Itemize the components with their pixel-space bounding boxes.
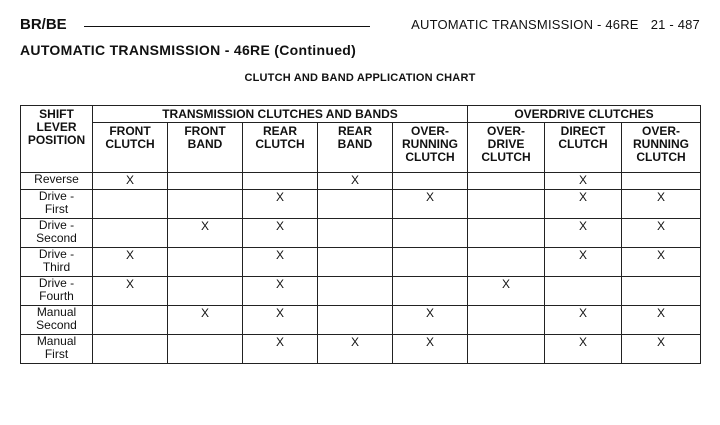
- column-header: [393, 123, 468, 173]
- shift-position-cell: [21, 173, 93, 190]
- application-mark-cell: X: [622, 219, 701, 248]
- application-mark-cell: [393, 248, 468, 277]
- table-row: [21, 306, 701, 335]
- application-mark-cell: X: [243, 219, 318, 248]
- application-mark-cell: [93, 219, 168, 248]
- application-mark-cell: [468, 190, 545, 219]
- application-mark-cell: X: [622, 190, 701, 219]
- application-mark-cell: X: [243, 248, 318, 277]
- shift-header-line: SHIFT: [39, 107, 74, 121]
- column-header-line: RUNNING: [633, 137, 689, 151]
- application-mark-cell: X: [545, 173, 622, 190]
- application-mark-cell: [168, 248, 243, 277]
- column-header-line: REAR: [262, 124, 297, 138]
- shift-lever-position-header: [21, 106, 93, 173]
- application-mark-cell: [393, 219, 468, 248]
- shift-position-line: Second: [36, 318, 77, 332]
- column-header-line: CLUTCH: [105, 137, 155, 151]
- column-header: [93, 123, 168, 173]
- shift-position-line: Manual: [36, 305, 77, 319]
- column-header-line: OVER-: [410, 124, 449, 138]
- application-mark-cell: X: [545, 335, 622, 364]
- shift-position-line: First: [44, 347, 69, 361]
- column-header-line: RUNNING: [402, 137, 458, 151]
- column-headers-row: [21, 123, 701, 173]
- application-mark-cell: X: [622, 335, 701, 364]
- application-mark-cell: [93, 306, 168, 335]
- table-row: [21, 219, 701, 248]
- application-mark-cell: [468, 335, 545, 364]
- application-mark-cell: [318, 219, 393, 248]
- column-header-line: DRIVE: [487, 137, 525, 151]
- shift-position-line: Drive -: [38, 189, 75, 203]
- shift-position-cell: [21, 277, 93, 306]
- shift-position-cell: [21, 248, 93, 277]
- application-mark-cell: [318, 277, 393, 306]
- shift-header-line: POSITION: [27, 133, 86, 147]
- table-row: [21, 173, 701, 190]
- shift-position-line: Drive -: [38, 276, 75, 290]
- application-mark-cell: [168, 335, 243, 364]
- shift-position-line: Fourth: [39, 289, 74, 303]
- application-mark-cell: [168, 277, 243, 306]
- chart-body: [21, 173, 701, 364]
- shift-position-cell: [21, 306, 93, 335]
- column-header-line: DIRECT: [560, 124, 606, 138]
- application-mark-cell: [468, 173, 545, 190]
- table-row: [21, 248, 701, 277]
- shift-position-cell: [21, 190, 93, 219]
- header-page-number: 21 - 487: [650, 17, 700, 32]
- column-header: [468, 123, 545, 173]
- application-mark-cell: X: [93, 248, 168, 277]
- application-mark-cell: X: [393, 335, 468, 364]
- application-mark-cell: X: [318, 173, 393, 190]
- column-header-line: CLUTCH: [558, 137, 608, 151]
- column-header-line: BAND: [187, 137, 223, 151]
- application-mark-cell: X: [545, 219, 622, 248]
- application-mark-cell: [318, 306, 393, 335]
- shift-position-line: Reverse: [34, 172, 79, 186]
- application-mark-cell: X: [243, 335, 318, 364]
- column-header-line: REAR: [337, 124, 372, 138]
- application-mark-cell: X: [168, 219, 243, 248]
- application-mark-cell: X: [93, 173, 168, 190]
- application-mark-cell: [168, 190, 243, 219]
- column-header-line: OVER-: [486, 124, 525, 138]
- application-mark-cell: [318, 248, 393, 277]
- application-mark-cell: [622, 173, 701, 190]
- shift-position-line: Drive -: [38, 247, 75, 261]
- shift-header-line: LEVER: [36, 120, 77, 134]
- application-mark-cell: [243, 173, 318, 190]
- clutch-band-chart: [20, 105, 701, 364]
- application-mark-cell: X: [545, 306, 622, 335]
- column-header-line: BAND: [337, 137, 373, 151]
- column-header-line: FRONT: [109, 124, 151, 138]
- column-header-line: FRONT: [184, 124, 226, 138]
- column-header: [545, 123, 622, 173]
- application-mark-cell: X: [243, 190, 318, 219]
- application-mark-cell: X: [243, 306, 318, 335]
- shift-position-cell: [21, 219, 93, 248]
- application-mark-cell: [545, 277, 622, 306]
- header-right: [411, 17, 700, 32]
- table-row: [21, 190, 701, 219]
- header-rule: [84, 26, 370, 27]
- application-mark-cell: X: [243, 277, 318, 306]
- column-header-line: CLUTCH: [481, 150, 531, 164]
- column-header-line: CLUTCH: [255, 137, 305, 151]
- shift-position-line: Drive -: [38, 218, 75, 232]
- application-mark-cell: X: [318, 335, 393, 364]
- application-mark-cell: [622, 277, 701, 306]
- header-model-code: BR/BE: [20, 16, 67, 33]
- column-header: [168, 123, 243, 173]
- table-row: [21, 277, 701, 306]
- application-mark-cell: X: [93, 277, 168, 306]
- chart-title: CLUTCH AND BAND APPLICATION CHART: [244, 72, 476, 84]
- header-section-title: AUTOMATIC TRANSMISSION - 46RE: [411, 17, 639, 32]
- shift-position-cell: [21, 335, 93, 364]
- column-header-line: CLUTCH: [636, 150, 686, 164]
- column-header: [243, 123, 318, 173]
- application-mark-cell: [168, 173, 243, 190]
- application-mark-cell: X: [622, 306, 701, 335]
- application-mark-cell: X: [545, 248, 622, 277]
- group-header-overdrive: OVERDRIVE CLUTCHES: [468, 106, 701, 123]
- column-header: [622, 123, 701, 173]
- application-mark-cell: [468, 219, 545, 248]
- application-mark-cell: X: [168, 306, 243, 335]
- shift-position-line: Manual: [36, 334, 77, 348]
- application-mark-cell: [393, 277, 468, 306]
- running-header: [20, 16, 700, 38]
- application-mark-cell: [393, 173, 468, 190]
- application-mark-cell: [93, 190, 168, 219]
- application-mark-cell: X: [393, 306, 468, 335]
- group-header-transmission: TRANSMISSION CLUTCHES AND BANDS: [93, 106, 468, 123]
- application-mark-cell: X: [468, 277, 545, 306]
- shift-position-line: First: [44, 202, 69, 216]
- application-mark-cell: X: [622, 248, 701, 277]
- section-title: AUTOMATIC TRANSMISSION - 46RE (Continued): [20, 42, 357, 58]
- shift-position-line: Second: [36, 231, 77, 245]
- shift-position-line: Third: [42, 260, 71, 274]
- column-header-line: OVER-: [642, 124, 681, 138]
- application-mark-cell: X: [545, 190, 622, 219]
- application-mark-cell: [468, 306, 545, 335]
- column-header: [318, 123, 393, 173]
- table-row: [21, 335, 701, 364]
- application-mark-cell: [318, 190, 393, 219]
- application-mark-cell: [468, 248, 545, 277]
- column-header-line: CLUTCH: [405, 150, 455, 164]
- application-mark-cell: [93, 335, 168, 364]
- application-mark-cell: X: [393, 190, 468, 219]
